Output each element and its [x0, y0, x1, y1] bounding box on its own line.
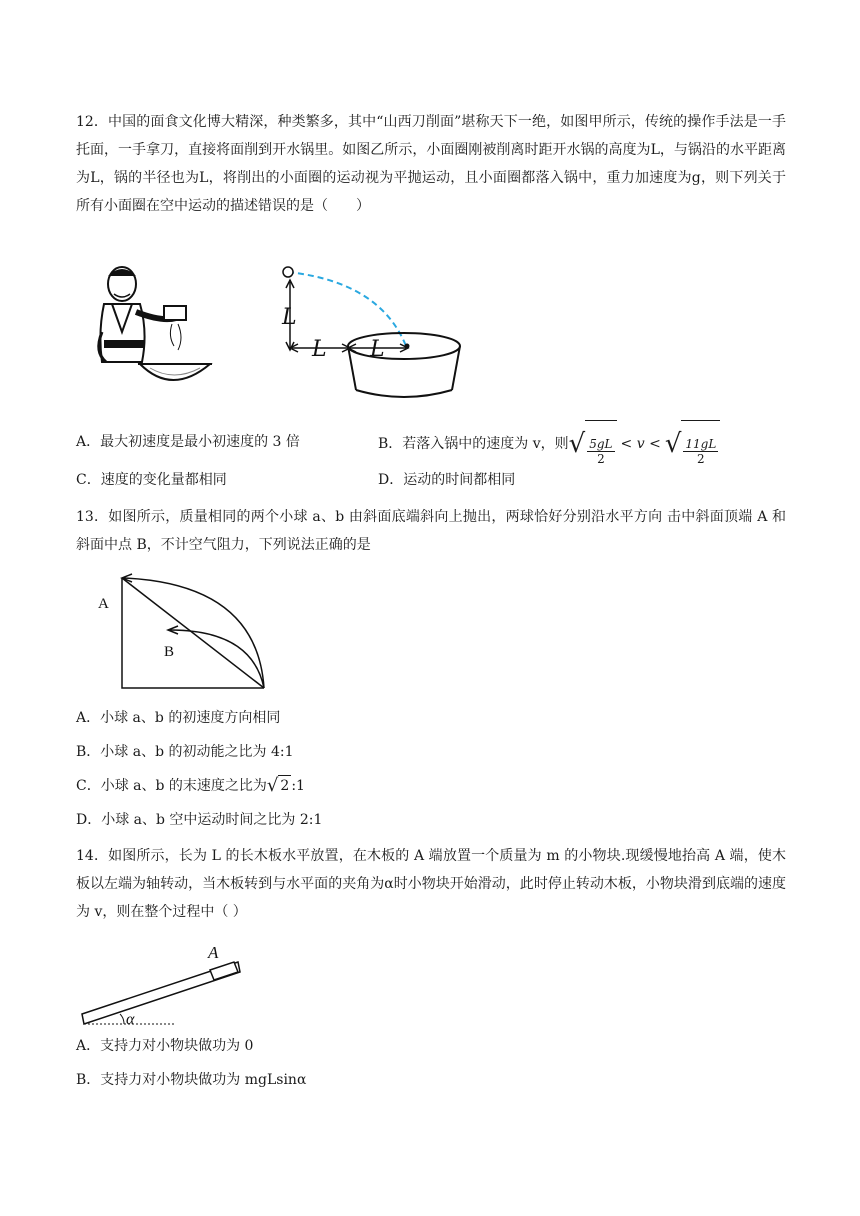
label-A: A: [98, 596, 109, 612]
start-point: [283, 267, 293, 277]
trajectory-curve: [288, 272, 406, 346]
q12-option-b[interactable]: [378, 420, 720, 467]
label-B: B: [164, 644, 175, 660]
q12-option-c[interactable]: C．速度的变化量都相同: [76, 472, 227, 488]
label-alpha: α: [126, 1011, 135, 1028]
incline-projectile-diagram: [92, 574, 272, 694]
q12-stem: 12．中国的面食文化博大精深，种类繁多，其中“山西刀削面”堪称天下一绝，如图甲所示，传统的操作手法是一手托面，一手拿刀，直接将面削到开水锅里。如图乙所示，小面圈刚被削离时距开水锅的高度为L，与锅沿的水平距离为L，锅的半径也为L，将削出的小面圈的运动视为平抛运动，且小面圈都落入锅中，重力加速度为g，则下列关于所有小面圈在空中运动的描述错误的是（ ）: [76, 114, 786, 214]
q13-option-b[interactable]: B．小球 a、b 的初动能之比为 4:1: [76, 744, 294, 760]
q12-option-b-mid: < v <: [620, 435, 661, 452]
q13-stem: 13．如图所示，质量相同的两个小球 a、b 由斜面底端斜向上抛出，两球恰好分别沿水平方向 击中斜面顶端 A 和斜面中点 B，不计空气阻力，下列说法正确的是: [76, 509, 786, 553]
chef-illustration: [92, 262, 222, 394]
q13-option-d[interactable]: D．小球 a、b 空中运动时间之比为 2:1: [76, 812, 323, 828]
label-dist2-L: L: [370, 337, 385, 362]
label-height-L: L: [282, 305, 297, 330]
sqrt-11gl-over-2: √ $\frac{11gL}{2}$: [665, 420, 721, 467]
label-A: A: [208, 943, 219, 962]
q13-option-c-suffix: :1: [291, 777, 305, 794]
q14-option-a[interactable]: A．支持力对小物块做功为 0: [76, 1038, 254, 1054]
inclined-board-diagram: [80, 942, 260, 1032]
q14-option-b[interactable]: B．支持力对小物块做功为 mgLsinα: [76, 1072, 307, 1088]
label-dist1-L: L: [312, 337, 327, 362]
incline-line: [122, 578, 264, 688]
q14-stem: 14．如图所示，长为 L 的长木板水平放置，在木板的 A 端放置一个质量为 m 的小物块.现缓慢地抬高 A 端，使木板以左端为轴转动，当木板转到与水平面的夹角为α时小物块开始滑动，此时停止转动木板，小物块滑到底端的速度为 v，则在整个过程中（ ）: [76, 848, 786, 920]
q12-option-b-prefix: B．若落入锅中的速度为 v，则: [378, 435, 569, 452]
q13-option-a[interactable]: A．小球 a、b 的初速度方向相同: [76, 710, 281, 726]
pot-trajectory-diagram: [270, 262, 470, 402]
q12-option-d[interactable]: D．运动的时间都相同: [378, 472, 516, 488]
q13-option-c[interactable]: [76, 775, 305, 796]
sqrt-2: √ 2: [266, 774, 290, 796]
q12-option-a[interactable]: A．最大初速度是最小初速度的 3 倍: [76, 434, 300, 450]
q13-option-c-prefix: C．小球 a、b 的末速度之比为: [76, 777, 267, 794]
trajectory-b: [170, 630, 264, 688]
sqrt-5gl-over-2: √ $\frac{5gL}{2}$: [569, 420, 617, 467]
block: [210, 962, 238, 980]
